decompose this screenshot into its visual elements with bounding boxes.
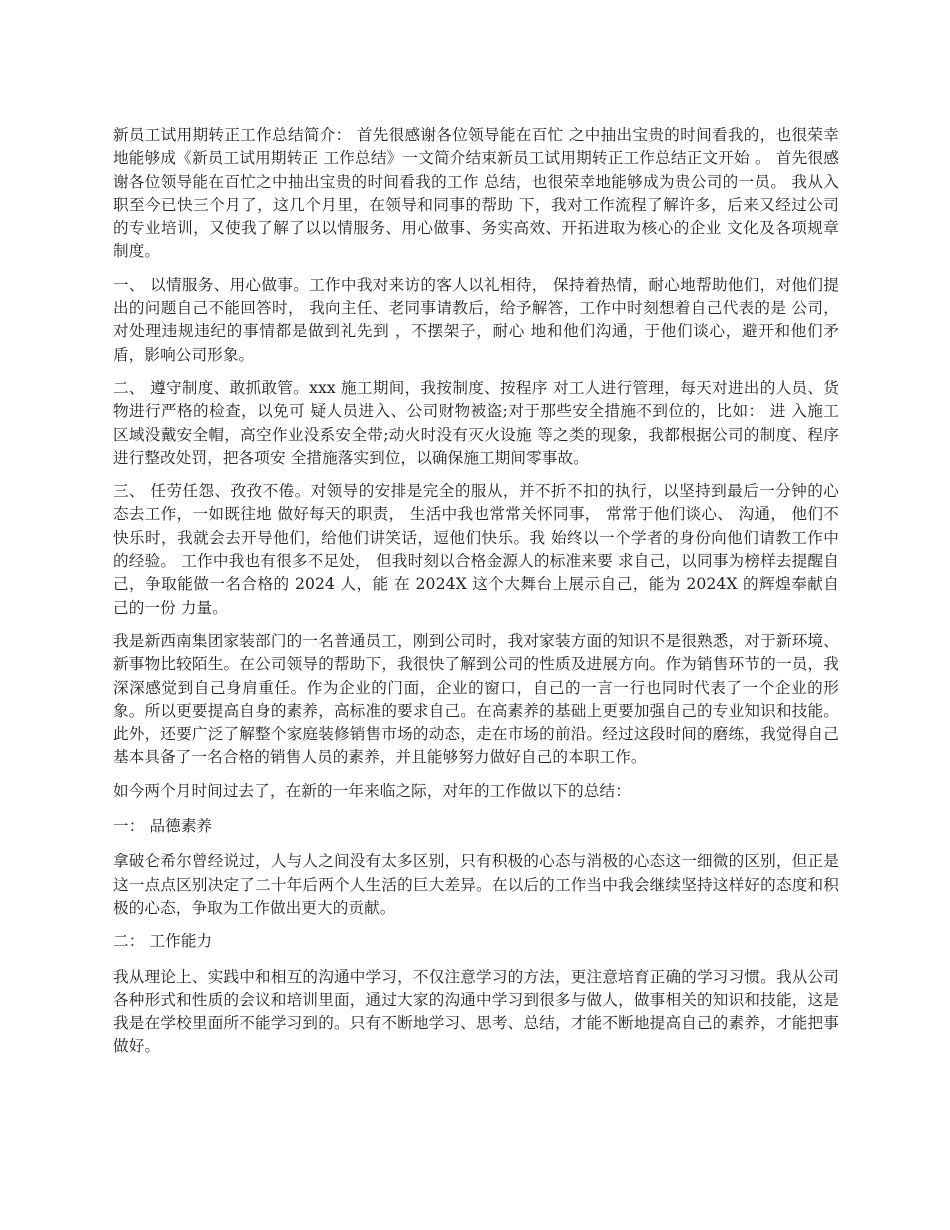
heading-work-ability: 二： 工作能力: [113, 932, 213, 951]
section-one-paragraph: 一、 以情服务、用心做事。工作中我对来访的客人以礼相待， 保持着热情，耐心地帮助他们，对他们提出的问题自己不能回答时， 我向主任、老同事请教后，给予解答，工作中时刻想着自己代表的是 公司，对处理违规违纪的事情都是做到礼先到 ，不摆架子，耐心 地和他们沟通，于他们谈心，避开和他们矛盾，影响公司形象。: [113, 275, 839, 364]
document-body: [113, 124, 839, 1069]
moral-quality-paragraph: 拿破仑希尔曾经说过，人与人之间没有太多区别，只有积极的心态与消极的心态这一细微的区别，但正是这一点点区别决定了二十年后两个人生活的巨大差异。在以后的工作当中我会继续坚持这样好的态度和积极的心态，争取为工作做出更大的贡献。: [113, 852, 839, 917]
section-two-paragraph: 二、 遵守制度、敢抓敢管。xxx 施工期间，我按制度、按程序 对工人进行管理，每天对进出的人员、货物进行严格的检查，以免可 疑人员进入、公司财物被盗;对于那些安全措施不到位的，比如： 进 入施工区域没戴安全帽，高空作业没系安全带;动火时没有灭火设施 等之类的现象，我都根据公司的制度、程序进行整改处罚，把各项安 全措施落实到位，以确保施工期间零事故。: [113, 378, 839, 467]
work-ability-paragraph: 我从理论上、实践中和相互的沟通中学习，不仅注意学习的方法，更注意培育正确的学习习惯。我从公司各种形式和性质的会议和培训里面，通过大家的沟通中学习到很多与做人，做事相关的知识和技能，这是我是在学校里面所不能学习到的。只有不断地学习、思考、总结，才能不断地提高自己的素养，才能把事做好。: [113, 967, 839, 1056]
background-paragraph: 我是新西南集团家装部门的一名普通员工，刚到公司时，我对家装方面的知识不是很熟悉，对于新环境、新事物比较陌生。在公司领导的帮助下，我很快了解到公司的性质及进展方向。作为销售环节的一员，我深深感觉到自己身肩重任。作为企业的门面，企业的窗口，自己的一言一行也同时代表了一个企业的形象。所以更要提高自身的素养，高标准的要求自己。在高素养的基础上更要加强自己的专业知识和技能。此外，还要广泛了解整个家庭装修销售市场的动态，走在市场的前沿。经过这段时间的磨练，我觉得自己基本具备了一名合格的销售人员的素养，并且能够努力做好自己的本职工作。: [113, 631, 839, 767]
section-three-paragraph: 三、 任劳任怨、孜孜不倦。对领导的安排是完全的服从，并不折不扣的执行，以坚持到最后一分钟的心态去工作，一如既往地 做好每天的职责， 生活中我也常常关怀同事， 常常于他们谈心、 沟通， 他们不快乐时，我就会去开导他们，给他们讲笑话，逗他们快乐。我 始终以一个学者的身份向他们请教工作中的经验。 工作中我也有很多不足处， 但我时刻以合格金源人的标准来要 求自己，以同事为榜样去提醒自己，争取能做一名合格的 2024 人，能 在 2024X 这个大舞台上展示自己，能为 2024X 的辉煌奉献自己的一份 力量。: [113, 482, 839, 617]
summary-intro-paragraph: 如今两个月时间过去了，在新的一年来临之际，对年的工作做以下的总结：: [113, 781, 631, 800]
intro-paragraph: 新员工试用期转正工作总结简介： 首先很感谢各位领导能在百忙 之中抽出宝贵的时间看我的，也很荣幸地能够成《新员工试用期转正 工作总结》一文简介结束新员工试用期转正工作总结正文开始 。 首先很感谢各位领导能在百忙之中抽出宝贵的时间看我的工作 总结，也很荣幸地能够成为贵公司的一员。 我从入职至今已快三个月了，这几个月里，在领导和同事的帮助 下，我对工作流程了解许多，后来又经过公司的专业培训，又使我了解了以以情服务、用心做事、务实高效、开拓进取为核心的企业 文化及各项规章制度。: [113, 126, 839, 261]
heading-moral-quality: 一： 品德素养: [113, 817, 213, 836]
